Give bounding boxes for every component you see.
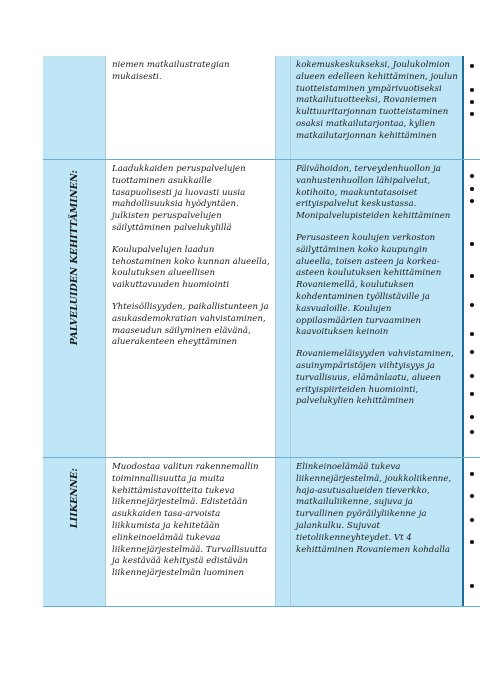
bullet-column: [464, 458, 480, 606]
action-cell: [291, 458, 464, 606]
strategy-table: [43, 56, 480, 607]
bullet-icon: [470, 274, 474, 278]
category-cell: [43, 160, 106, 457]
goal-text: Laadukkaiden peruspalvelujen tuottaminen asukkaille tasapuolisesti ja luovasti uusia mahdollisuuksia hyödyntäen. julkisten peruspalvelujen säilyttäminen palvelukylillä: [112, 164, 246, 233]
bullet-icon: [470, 430, 474, 434]
table-row: [43, 160, 480, 458]
bullet-column: [464, 56, 480, 159]
goal-text: Yhteisöllisyyden, paikallistunteen ja asukasdemokratian vahvistaminen, maaseudun säilyminen elävänä, aluerakenteen eheyttäminen: [112, 301, 269, 348]
goal-text: Koulupalvelujen laadun tehostaminen koko kunnan alueella, koulutuksen alueellisen vaikuttavuuden huomiointi: [112, 244, 270, 291]
bullet-column: [464, 160, 480, 457]
bullet-icon: [470, 374, 474, 378]
bullet-icon: [470, 88, 474, 92]
action-text: Elinkeinoelämää tukeva liikennejärjestelmä, joukkoliikenne, haja-asutusalueiden tieverkko, matkailuliikenne, sujuva ja turvallinen pyöräilyliikenne ja jalankulku. Sujuvat tietoliikenneyhteydet. Vt 4 kehittäminen Rovaniemen kohdalla: [296, 462, 452, 555]
action-text: Rovaniemeläisyyden vahvistaminen, asuinympäristöjen viihtyisyys ja turvallisuus, elämänlaatu, alueen erityispiirteiden huomiointi, palvelukylien kehittäminen: [296, 349, 454, 407]
spacer-cell: [276, 160, 291, 457]
category-label: LIIKENNE:: [69, 468, 80, 529]
bullet-icon: [470, 64, 474, 68]
bullet-icon: [470, 350, 474, 354]
bullet-icon: [470, 199, 474, 203]
action-text: Perusasteen koulujen verkoston säilyttäminen koko kaupungin alueella, toisen asteen ja korkea-asteen koulutuksen kehittäminen Rovaniemellä, koulutuksen kohdentaminen työllistäville ja kasvualoille. Koulujen oppilasmäärien turvaaminen kaavoituksen keinoin: [296, 232, 442, 338]
action-text: kokemuskeskukseksi, Joulukolmion alueen edelleen kehittäminen, joulun tuotteistaminen ympärivuotiseksi matkailutuotteeksi, Rovaniemen kulttuuritarjonnan tuotteistaminen osaksi matkailutarjontaa, kylien matkailutarjonnan kehittäminen: [296, 60, 458, 141]
spacer-cell: [276, 56, 291, 159]
bullet-icon: [470, 518, 474, 522]
bullet-icon: [470, 174, 474, 178]
category-cell: [43, 458, 106, 606]
bullet-icon: [470, 415, 474, 419]
bullet-icon: [470, 540, 474, 544]
bullet-icon: [470, 100, 474, 104]
bullet-icon: [470, 112, 474, 116]
bullet-icon: [470, 392, 474, 396]
action-text: Päivähoidon, terveydenhuollon ja vanhustenhuollon lähipalvelut, kotihoito, maakuntatasoiset erityispalvelut keskustassa. Monipalvelupisteiden kehittäminen: [296, 164, 451, 222]
category-cell: [43, 56, 106, 159]
goal-cell: [106, 160, 276, 457]
table-row: [43, 458, 480, 607]
goal-cell: [106, 56, 276, 159]
table-row: [43, 56, 480, 160]
bullet-icon: [470, 303, 474, 307]
spacer-cell: [276, 458, 291, 606]
goal-text: niemen matkailustrategian mukaisesti.: [112, 60, 230, 82]
bullet-icon: [470, 332, 474, 336]
category-label: PALVELUIDEN KEHITTÄMINEN:: [69, 170, 80, 346]
action-cell: [291, 56, 464, 159]
bullet-icon: [470, 187, 474, 191]
bullet-icon: [470, 242, 474, 246]
goal-cell: [106, 458, 276, 606]
bullet-icon: [470, 472, 474, 476]
goal-text: Muodostaa valitun rakennemallin toiminnallisuutta ja muita kehittämistavoitteita tukeva liikennejärjestelmä. Edistetään asukkaiden tasa-arvoista liikkumista ja kehitetään elinkeinoelämää tukevaa liikennejärjestelmää. Turvallisuutta ja kestävää kehitystä edistävän liikennejärjestelmän luominen: [112, 462, 268, 579]
bullet-icon: [470, 494, 474, 498]
action-cell: [291, 160, 464, 457]
bullet-icon: [470, 584, 474, 588]
